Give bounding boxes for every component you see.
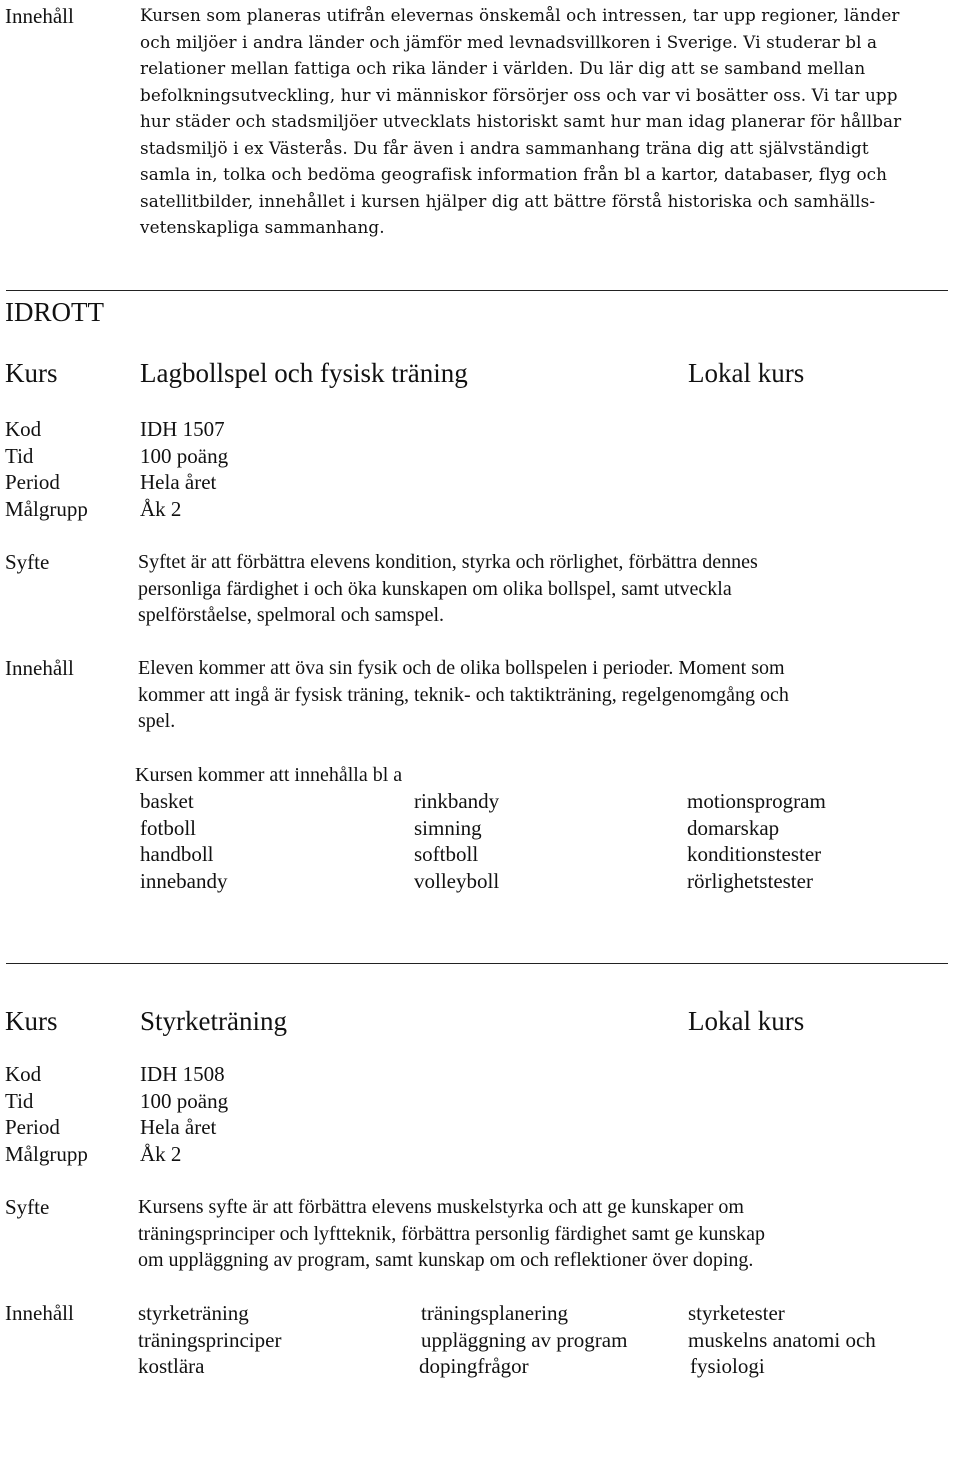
list-item: uppläggning av program — [421, 1327, 628, 1352]
meta-row-period — [5, 469, 405, 496]
list-item: styrketräning — [138, 1301, 249, 1325]
syfte-label: Syfte — [5, 1195, 50, 1219]
syfte-label: Syfte — [5, 550, 50, 574]
meta-row-kod — [5, 416, 405, 443]
list-intro: Kursen kommer att innehålla bl a — [135, 764, 403, 786]
meta-row-tid — [5, 1088, 405, 1115]
list-item: rinkbandy — [414, 789, 500, 813]
list-item: handboll — [140, 842, 214, 867]
course-name: Styrketräning — [140, 1006, 287, 1036]
text-line: befolkningsutveckling, hur vi människor försörjer oss och var vi bosätter oss. Vi tar upp — [140, 84, 898, 105]
syfte-text — [138, 549, 938, 629]
divider — [6, 963, 948, 964]
innehall-label: Innehåll — [5, 1301, 74, 1325]
text-line: Kursens syfte är att förbättra elevens muskelstyrka och att ge kunskaper om — [138, 1196, 744, 1218]
list-item: muskelns anatomi och — [688, 1327, 876, 1352]
text-line: satellitbilder, innehållet i kursen hjälper dig att bättre förstå historiska och samhälls- — [140, 190, 876, 211]
text-line: om uppläggning av program, samt kunskap om och reflektioner över doping. — [138, 1249, 754, 1271]
list-item: kostlära — [138, 1354, 205, 1379]
meta-row-tid — [5, 443, 405, 470]
meta-label: Period — [5, 470, 60, 495]
list-item: basket — [140, 789, 194, 813]
meta-label: Tid — [5, 443, 34, 468]
text-line: samla in, tolka och bedöma geografisk information från bl a kartor, databaser, flyg och — [140, 164, 888, 184]
meta-row-kod — [5, 1061, 405, 1088]
list-item: träningsprinciper — [138, 1327, 282, 1352]
list-item: volleyboll — [414, 868, 500, 893]
list-item: softboll — [414, 842, 479, 867]
divider — [6, 290, 948, 291]
innehall-text — [138, 655, 948, 735]
meta-value: Åk 2 — [140, 496, 182, 521]
course-name: Lagbollspel och fysisk träning — [140, 358, 468, 388]
meta-value: IDH 1507 — [140, 417, 225, 441]
text-line: träningsprinciper och lyftteknik, förbättra personlig färdighet samt ge kunskap — [138, 1222, 766, 1245]
meta-value: Åk 2 — [140, 1141, 182, 1166]
text-line: spel. — [138, 710, 176, 732]
meta-label: Målgrupp — [5, 496, 88, 521]
list-item: konditionstester — [687, 842, 822, 867]
text-line: spelförståelse, spelmoral och samspel. — [138, 604, 445, 626]
list-item: fysiologi — [690, 1354, 765, 1379]
course-type: Lokal kurs — [688, 358, 805, 388]
list-item: styrketester — [688, 1301, 785, 1325]
text-line: stadsmiljö i ex Västerås. Du får även i andra sammanhang träna dig att självständigt — [140, 137, 869, 158]
list-item: domarskap — [687, 815, 780, 840]
list-item: rörlighetstester — [687, 868, 813, 893]
meta-value: Hela året — [140, 1115, 217, 1140]
text-line: kommer att ingå är fysisk träning, teknik- och taktikträning, regelgenomgång och — [138, 683, 789, 706]
text-line: hur städer och stadsmiljöer utvecklats historiskt samt hur man idag planerar för hållbar — [140, 111, 902, 131]
text-line: och miljöer i andra länder och jämför med levnadsvillkoren i Sverige. Vi studerar bl a — [140, 31, 878, 52]
meta-row-malgrupp — [5, 1141, 405, 1168]
text-line: vetenskapliga sammanhang. — [140, 217, 385, 237]
activity-list — [140, 788, 940, 898]
meta-label: Kod — [5, 417, 42, 441]
content-list — [138, 1300, 938, 1382]
list-item: simning — [414, 815, 482, 840]
meta-label: Period — [5, 1115, 60, 1140]
meta-value: 100 poäng — [140, 443, 229, 468]
course-meta — [5, 416, 405, 522]
list-item: motionsprogram — [687, 789, 826, 813]
list-item: dopingfrågor — [419, 1354, 529, 1379]
meta-label: Kod — [5, 1062, 42, 1086]
text-line: Kursen som planeras utifrån elevernas önskemål och intressen, tar upp regioner, länder — [140, 5, 900, 25]
course-kurs-label: Kurs — [5, 1006, 58, 1036]
text-line: personliga färdighet i och öka kunskapen om olika bollspel, samt utveckla — [138, 577, 732, 600]
course-type: Lokal kurs — [688, 1006, 805, 1036]
course-meta — [5, 1061, 405, 1167]
intro-label: Innehåll — [5, 4, 74, 28]
course-kurs-label: Kurs — [5, 358, 58, 388]
text-line: Syftet är att förbättra elevens kondition, styrka och rörlighet, förbättra dennes — [138, 551, 758, 573]
meta-value: IDH 1508 — [140, 1062, 225, 1086]
list-item: fotboll — [140, 815, 196, 840]
section-title: IDROTT — [5, 297, 104, 327]
list-item: innebandy — [140, 868, 228, 893]
intro-paragraph — [140, 2, 955, 241]
meta-row-period — [5, 1114, 405, 1141]
innehall-label: Innehåll — [5, 656, 74, 680]
meta-row-malgrupp — [5, 496, 405, 523]
text-line: relationer mellan fattiga och rika länder i världen. Du lär dig att se samband mellan — [140, 58, 866, 78]
meta-label: Tid — [5, 1088, 34, 1113]
meta-label: Målgrupp — [5, 1141, 88, 1166]
meta-value: 100 poäng — [140, 1088, 229, 1113]
text-line: Eleven kommer att öva sin fysik och de olika bollspelen i perioder. Moment som — [138, 657, 785, 679]
syfte-text — [138, 1194, 938, 1274]
list-item: träningsplanering — [421, 1301, 568, 1325]
meta-value: Hela året — [140, 470, 217, 495]
